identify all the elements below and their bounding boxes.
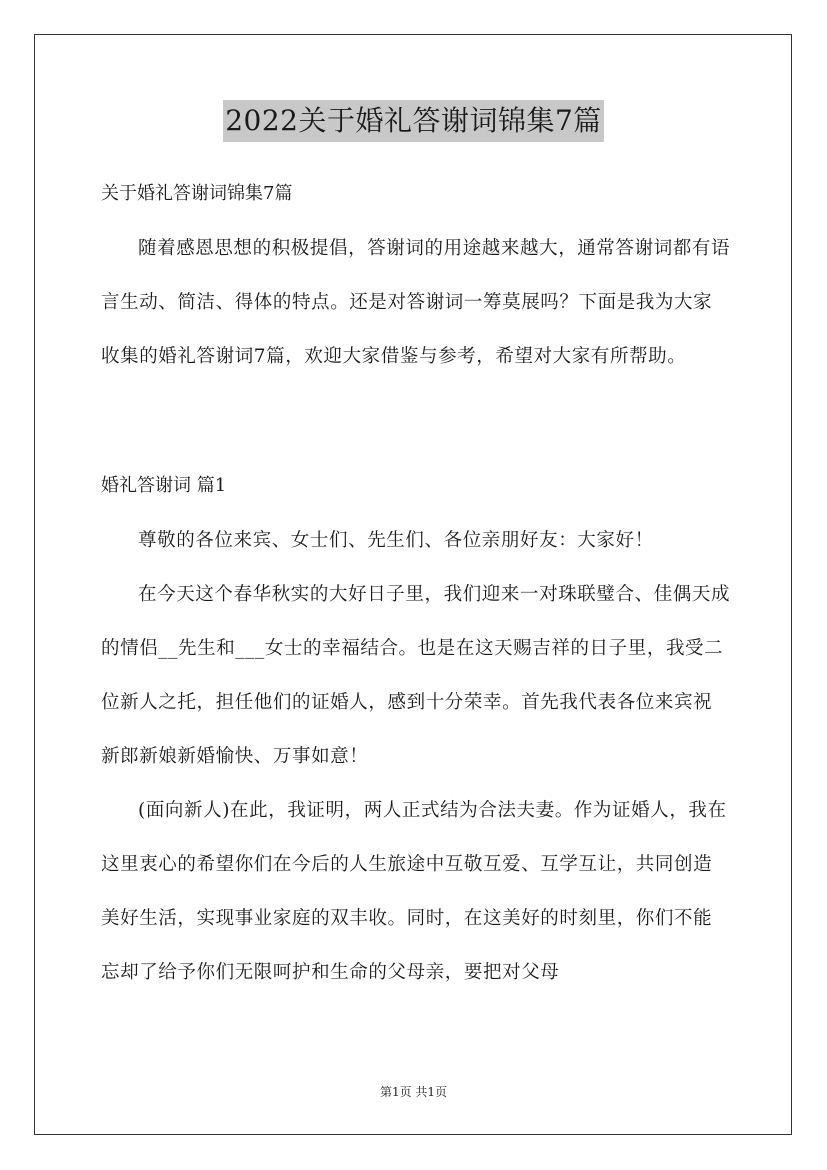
title-wrap <box>0 100 827 142</box>
document-subtitle: 关于婚礼答谢词锦集7篇 <box>101 183 293 204</box>
body-paragraph: 尊敬的各位来宾、女士们、先生们、各位亲朋好友：大家好！ <box>138 530 654 551</box>
document-body <box>101 170 731 1000</box>
page-footer <box>0 1084 827 1100</box>
body-paragraph: 在今天这个春华秋实的大好日子里，我们迎来一对珠联璧合、佳偶天成的情侣__先生和___女士的幸福结合。也是在这天赐吉祥的日子里，我受二位新人之托，担任他们的证婚人，感到十分荣幸。首先我代表各位来宾祝新郎新娘新婚愉快、万事如意！ <box>101 584 731 767</box>
intro-paragraph: 随着感恩思想的积极提倡，答谢词的用途越来越大，通常答谢词都有语言生动、简洁、得体的特点。还是对答谢词一筹莫展吗？下面是我为大家收集的婚礼答谢词7篇，欢迎大家借鉴与参考，希望对大家有所帮助。 <box>101 238 731 367</box>
section-heading: 婚礼答谢词 篇1 <box>101 475 227 496</box>
document-title: 2022关于婚礼答谢词锦集7篇 <box>223 100 604 142</box>
page-number: 第1页 共1页 <box>379 1085 448 1099</box>
body-paragraph: (面向新人)在此，我证明，两人正式结为合法夫妻。作为证婚人，我在这里衷心的希望你们在今后的人生旅途中互敬互爱、互学互让，共同创造美好生活，实现事业家庭的双丰收。同时，在这美好的时刻里，你们不能忘却了给予你们无限呵护和生命的父母亲，要把对父母 <box>101 800 727 983</box>
